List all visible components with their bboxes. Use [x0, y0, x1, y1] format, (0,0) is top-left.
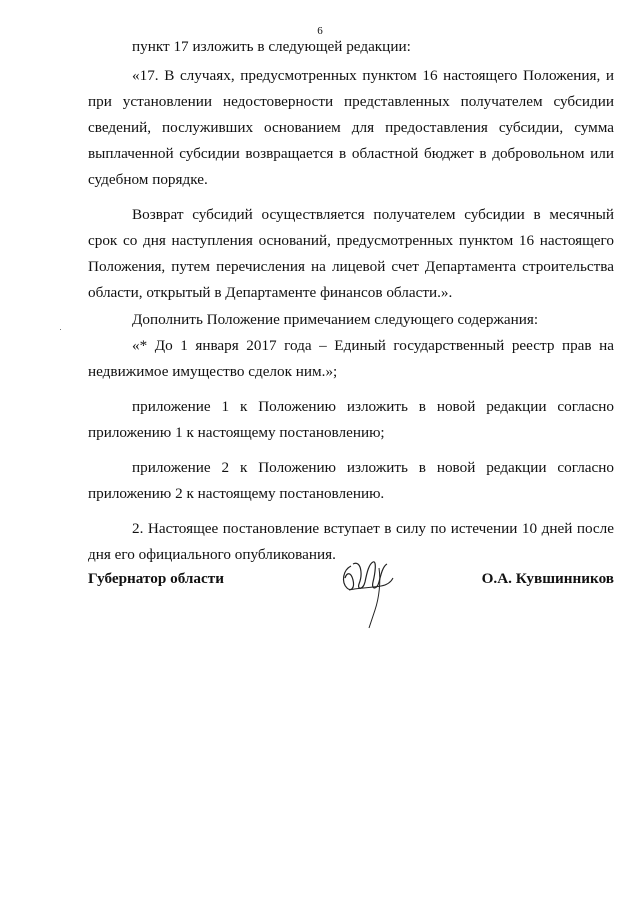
- paragraph-intro: пункт 17 изложить в следующей редакции:: [132, 38, 411, 55]
- paragraph-effective-date: 2. Настоящее постановление вступает в силу по истечении 10 дней после дня его официального опубликования.: [88, 520, 614, 563]
- paragraph-note: «* До 1 января 2017 года – Единый государственный реестр прав на недвижимое имущество сделок ним.»;: [88, 337, 614, 380]
- page-number: 6: [317, 25, 323, 37]
- paragraph-note-intro: Дополнить Положение примечанием следующего содержания:: [132, 311, 539, 328]
- paragraph-annex-1: приложение 1 к Положению изложить в новой редакции согласно приложению 1 к настоящему постановлению;: [88, 398, 614, 441]
- handwritten-signature: [339, 548, 399, 630]
- signatory-name: О.А. Кувшинников: [481, 570, 614, 587]
- paragraph-refund: Возврат субсидий осуществляется получателем субсидии в месячный срок со дня наступления оснований, предусмотренных пунктом 16 настоящего Положения, путем перечисления на лицевой счет Департамента строительства области, открытый в Департаменте финансов области.».: [88, 206, 614, 301]
- paragraph-annex-2: приложение 2 к Положению изложить в новой редакции согласно приложению 2 к настоящему постановлению.: [88, 459, 614, 502]
- scan-speck: [60, 329, 61, 330]
- signature-block: [88, 566, 614, 646]
- signatory-title: Губернатор области: [88, 570, 224, 587]
- document-body: [88, 34, 614, 568]
- paragraph-item-17: «17. В случаях, предусмотренных пунктом 16 настоящего Положения, и при установлении недостоверности представленных получателем субсидии сведений, послуживших основанием для предоставления субсидии, сумма выплаченной субсидии возвращается в областной бюджет в добровольном или судебном порядке.: [88, 67, 614, 188]
